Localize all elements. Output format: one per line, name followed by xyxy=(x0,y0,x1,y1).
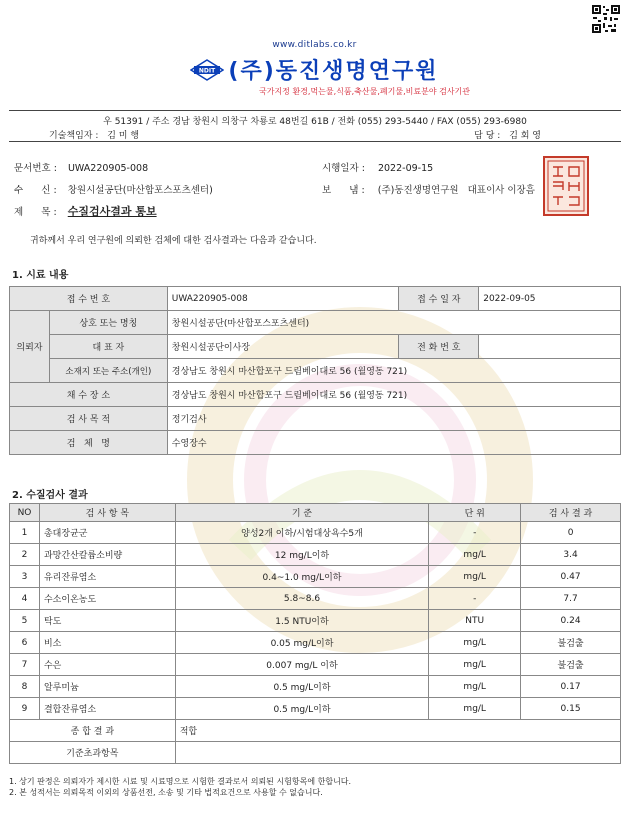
table-row xyxy=(10,588,621,610)
row-standard: 12 mg/L이하 xyxy=(175,544,429,566)
row-standard: 0.4~1.0 mg/L이하 xyxy=(175,566,429,588)
issue-date-value: 2022-09-15 xyxy=(377,163,434,174)
table-row xyxy=(10,407,621,431)
exceed-items-value xyxy=(175,742,620,764)
specimen-value: 수영장수 xyxy=(167,431,620,455)
row-no: 9 xyxy=(10,698,40,720)
row-standard: 0.5 mg/L이하 xyxy=(175,698,429,720)
table-row xyxy=(10,383,621,407)
row-item: 결합잔류염소 xyxy=(39,698,175,720)
doc-number xyxy=(14,160,148,174)
issue-date-label: 시행일자 : xyxy=(322,163,365,174)
row-no: 5 xyxy=(10,610,40,632)
results-header-row xyxy=(10,504,621,522)
table-row xyxy=(10,566,621,588)
row-unit: mg/L xyxy=(429,544,521,566)
sender-label: 보 냄 : xyxy=(322,185,365,196)
header-unit: 단 위 xyxy=(429,504,521,522)
row-item: 총대장균군 xyxy=(39,522,175,544)
row-no: 7 xyxy=(10,654,40,676)
intro-text: 귀하께서 우리 연구원에 의뢰한 검체에 대한 검사결과는 다음과 같습니다. xyxy=(30,236,317,246)
section-sample-info-title: 1. 시료 내용 xyxy=(12,270,69,281)
section-results-title: 2. 수질검사 결과 xyxy=(12,490,88,501)
overall-result-label: 종 합 결 과 xyxy=(10,720,176,742)
row-result: 0.24 xyxy=(521,610,621,632)
address-label: 소재지 또는 주소(개인) xyxy=(49,359,167,383)
footnotes xyxy=(9,776,351,798)
row-item: 탁도 xyxy=(39,610,175,632)
official-seal-icon xyxy=(542,155,590,217)
row-result: 0.15 xyxy=(521,698,621,720)
row-standard: 0.05 mg/L이하 xyxy=(175,632,429,654)
row-result: 3.4 xyxy=(521,544,621,566)
row-unit: mg/L xyxy=(429,698,521,720)
row-item: 수소이온농도 xyxy=(39,588,175,610)
row-standard: 5.8~8.6 xyxy=(175,588,429,610)
logo-row xyxy=(0,54,629,85)
tech-manager xyxy=(49,128,139,141)
representative-label: 대 표 자 xyxy=(49,335,167,359)
table-row xyxy=(10,610,621,632)
recipient-value: 창원시설공단(마산합포스포츠센터) xyxy=(67,185,213,196)
row-unit: - xyxy=(429,522,521,544)
sampling-site-label: 채 수 장 소 xyxy=(10,383,168,407)
results-table xyxy=(9,503,621,764)
table-row xyxy=(10,311,621,335)
issue-date xyxy=(322,160,433,174)
row-no: 4 xyxy=(10,588,40,610)
row-unit: - xyxy=(429,588,521,610)
row-no: 6 xyxy=(10,632,40,654)
header-no: NO xyxy=(10,504,40,522)
address-value: 경상남도 창원시 마산합포구 드림베이대로 56 (월영동 721) xyxy=(167,359,620,383)
table-row xyxy=(10,632,621,654)
overall-result-value: 적합 xyxy=(175,720,620,742)
phone-value xyxy=(479,335,621,359)
table-row xyxy=(10,654,621,676)
subject-label: 제 목 : xyxy=(14,207,57,218)
row-item: 과망간산칼륨소비량 xyxy=(39,544,175,566)
representative-value: 창원시설공단이사장 xyxy=(167,335,399,359)
phone-label: 전 화 번 호 xyxy=(399,335,479,359)
header-result: 검 사 결 과 xyxy=(521,504,621,522)
company-value: 창원시설공단(마산합포스포츠센터) xyxy=(167,311,620,335)
row-result: 불검출 xyxy=(521,632,621,654)
qr-code-icon xyxy=(591,4,621,34)
specimen-label: 검 체 명 xyxy=(10,431,168,455)
purpose-value: 정기검사 xyxy=(167,407,620,431)
sender-value: (주)동진생명연구원 xyxy=(377,185,459,196)
letterhead xyxy=(0,40,629,97)
person-in-charge xyxy=(474,128,541,141)
ndit-logo-icon xyxy=(190,59,224,81)
row-result: 7.7 xyxy=(521,588,621,610)
doc-number-label: 문서번호 : xyxy=(14,163,57,174)
row-standard: 양성2개 이하/시험대상욕수5개 xyxy=(175,522,429,544)
row-item: 유리잔류염소 xyxy=(39,566,175,588)
client-label: 의뢰자 xyxy=(10,311,50,383)
table-row xyxy=(10,359,621,383)
receipt-no-value: UWA220905-008 xyxy=(167,287,399,311)
row-item: 비소 xyxy=(39,632,175,654)
sender-representative: 대표이사 이장흠 xyxy=(467,185,535,196)
row-standard: 1.5 NTU이하 xyxy=(175,610,429,632)
row-standard: 0.5 mg/L이하 xyxy=(175,676,429,698)
address-line: 우 51391 / 주소 경남 창원시 의창구 차룡로 48번길 61B / 전화 (055) 293-5440 / FAX (055) 293-6980 xyxy=(103,117,527,127)
exceed-items-label: 기준초과항목 xyxy=(10,742,176,764)
row-result: 0 xyxy=(521,522,621,544)
tech-manager-name: 김 미 행 xyxy=(107,131,140,141)
table-row xyxy=(10,676,621,698)
row-unit: mg/L xyxy=(429,632,521,654)
row-unit: mg/L xyxy=(429,654,521,676)
row-unit: NTU xyxy=(429,610,521,632)
footnote-2: 2. 본 성적서는 의뢰목적 이외의 상품선전, 소송 및 기타 법적요건으로 사용할 수 없습니다. xyxy=(9,788,323,797)
table-row xyxy=(10,287,621,311)
row-result: 0.17 xyxy=(521,676,621,698)
purpose-label: 검 사 목 적 xyxy=(10,407,168,431)
recipient-label: 수 신 : xyxy=(14,185,57,196)
row-no: 3 xyxy=(10,566,40,588)
receipt-no-label: 접 수 번 호 xyxy=(10,287,168,311)
table-row xyxy=(10,431,621,455)
row-result: 0.47 xyxy=(521,566,621,588)
table-row xyxy=(10,335,621,359)
sender xyxy=(322,182,535,196)
subject xyxy=(14,203,157,219)
company-label: 상호 또는 명칭 xyxy=(49,311,167,335)
org-name: (주)동진생명연구원 xyxy=(228,59,439,84)
row-result: 불검출 xyxy=(521,654,621,676)
row-standard: 0.007 mg/L 이하 xyxy=(175,654,429,676)
header-item: 검 사 항 목 xyxy=(39,504,175,522)
row-no: 2 xyxy=(10,544,40,566)
address-box xyxy=(9,110,621,142)
person-in-charge-name: 김 회 영 xyxy=(509,131,541,141)
sample-info-table xyxy=(9,286,621,455)
recipient xyxy=(14,182,213,196)
row-item: 수은 xyxy=(39,654,175,676)
tech-manager-label: 기술책임자 : xyxy=(49,131,99,141)
row-unit: mg/L xyxy=(429,566,521,588)
row-no: 1 xyxy=(10,522,40,544)
doc-number-value: UWA220905-008 xyxy=(67,163,149,174)
exceed-items-row xyxy=(10,742,621,764)
row-no: 8 xyxy=(10,676,40,698)
footnote-1: 1. 상기 판정은 의뢰자가 제시한 시료 및 시료명으로 시험한 결과로서 의뢰된 시험항목에 한합니다. xyxy=(9,777,352,786)
table-row xyxy=(10,522,621,544)
sampling-site-value: 경상남도 창원시 마산합포구 드림베이대로 56 (월영동 721) xyxy=(167,383,620,407)
header-standard: 기 준 xyxy=(175,504,429,522)
overall-result-row xyxy=(10,720,621,742)
org-subtitle: 국가지정 환경,먹는물,식품,축산물,폐기물,비료분야 검사기관 xyxy=(259,87,470,96)
person-in-charge-label: 담 당 : xyxy=(474,131,501,141)
row-unit: mg/L xyxy=(429,676,521,698)
table-row xyxy=(10,544,621,566)
receipt-date-value: 2022-09-05 xyxy=(479,287,621,311)
row-item: 알루미늄 xyxy=(39,676,175,698)
receipt-date-label: 접 수 일 자 xyxy=(399,287,479,311)
subject-value: 수질검사결과 통보 xyxy=(67,205,157,218)
table-row xyxy=(10,698,621,720)
logo-text: NDIT xyxy=(199,67,216,74)
website-url[interactable]: www.ditlabs.co.kr xyxy=(272,40,357,50)
